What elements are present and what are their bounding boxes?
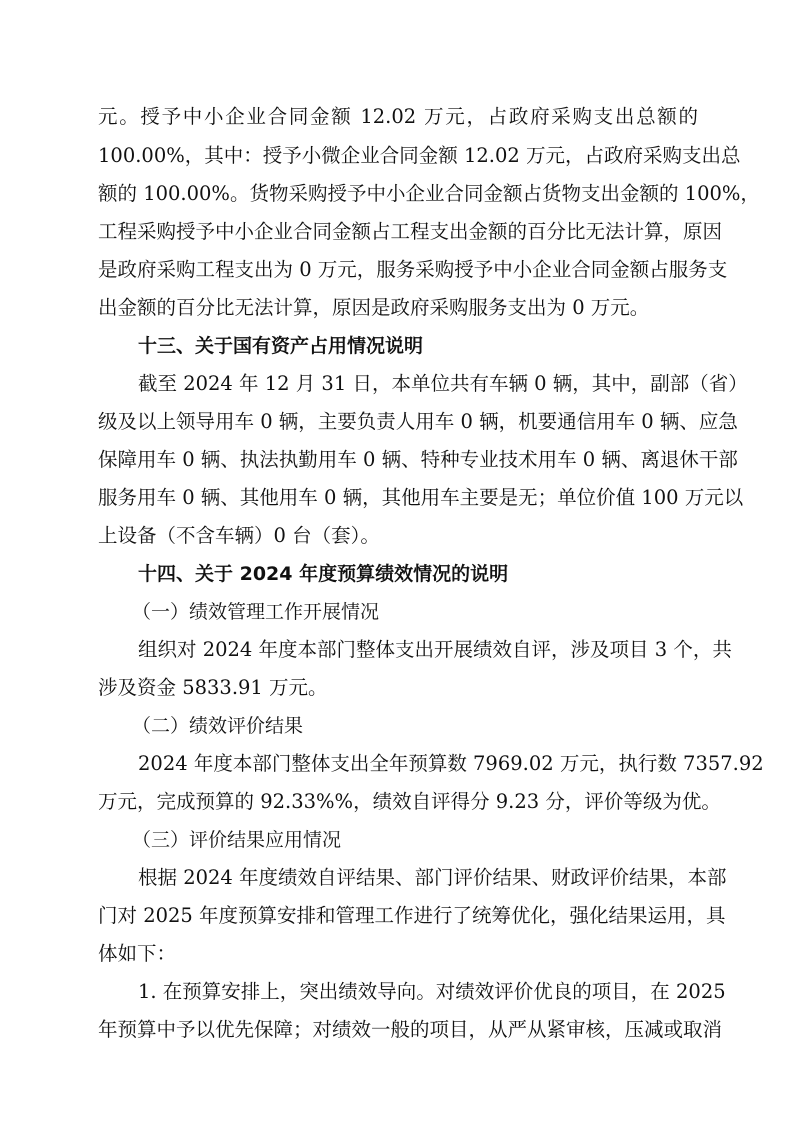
paragraph-line: 2024 年度本部门整体支出全年预算数 7969.02 万元，执行数 7357.92 xyxy=(138,752,764,775)
section-heading-14: 十四、关于 2024 年度预算绩效情况的说明 xyxy=(138,563,509,585)
paragraph-line: 上设备（不含车辆）0 台（套）。 xyxy=(98,524,380,547)
paragraph-line: 工程采购授予中小企业合同金额占工程支出金额的百分比无法计算，原因 xyxy=(98,220,723,243)
paragraph-line: 万元，完成预算的 92.33%%，绩效自评得分 9.23 分，评价等级为优。 xyxy=(98,790,721,813)
subsection-heading-1: （一）绩效管理工作开展情况 xyxy=(132,601,380,623)
paragraph-line: 出金额的百分比无法计算，原因是政府采购服务支出为 0 万元。 xyxy=(98,296,650,319)
paragraph-line: 根据 2024 年度绩效自评结果、部门评价结果、财政评价结果，本部 xyxy=(138,866,727,889)
paragraph-line: 服务用车 0 辆、其他用车 0 辆，其他用车主要是无；单位价值 100 万元以 xyxy=(98,486,744,509)
paragraph-line: 体如下： xyxy=(98,942,177,965)
paragraph-line: 组织对 2024 年度本部门整体支出开展绩效自评，涉及项目 3 个，共 xyxy=(138,638,732,661)
paragraph-line: 保障用车 0 辆、执法执勤用车 0 辆、特种专业技术用车 0 辆、离退休干部 xyxy=(98,448,738,471)
paragraph-line: 年预算中予以优先保障；对绩效一般的项目，从严从紧审核，压减或取消 xyxy=(98,1018,723,1041)
paragraph-line: 额的 100.00%。货物采购授予中小企业合同金额占货物支出金额的 100%， xyxy=(98,182,760,205)
section-heading-13: 十三、关于国有资产占用情况说明 xyxy=(138,335,424,357)
subsection-heading-3: （三）评价结果应用情况 xyxy=(132,829,342,851)
paragraph-line: 涉及资金 5833.91 万元。 xyxy=(98,676,328,699)
paragraph-line: 100.00%，其中：授予小微企业合同金额 12.02 万元，占政府采购支出总 xyxy=(98,144,741,167)
subsection-heading-2: （二）绩效评价结果 xyxy=(132,715,304,737)
paragraph-line: 1. 在预算安排上，突出绩效导向。对绩效评价优良的项目，在 2025 xyxy=(138,980,726,1003)
paragraph-line: 是政府采购工程支出为 0 万元，服务采购授予中小企业合同金额占服务支 xyxy=(98,258,728,281)
paragraph-line: 门对 2025 年度预算安排和管理工作进行了统筹优化，强化结果运用，具 xyxy=(98,904,726,927)
paragraph-line: 级及以上领导用车 0 辆，主要负责人用车 0 辆，机要通信用车 0 辆、应急 xyxy=(98,410,738,433)
paragraph-line: 元。授予中小企业合同金额 12.02 万元，占政府采购支出总额的 xyxy=(98,105,698,128)
paragraph-line: 截至 2024 年 12 月 31 日，本单位共有车辆 0 辆，其中，副部（省） xyxy=(138,372,748,395)
